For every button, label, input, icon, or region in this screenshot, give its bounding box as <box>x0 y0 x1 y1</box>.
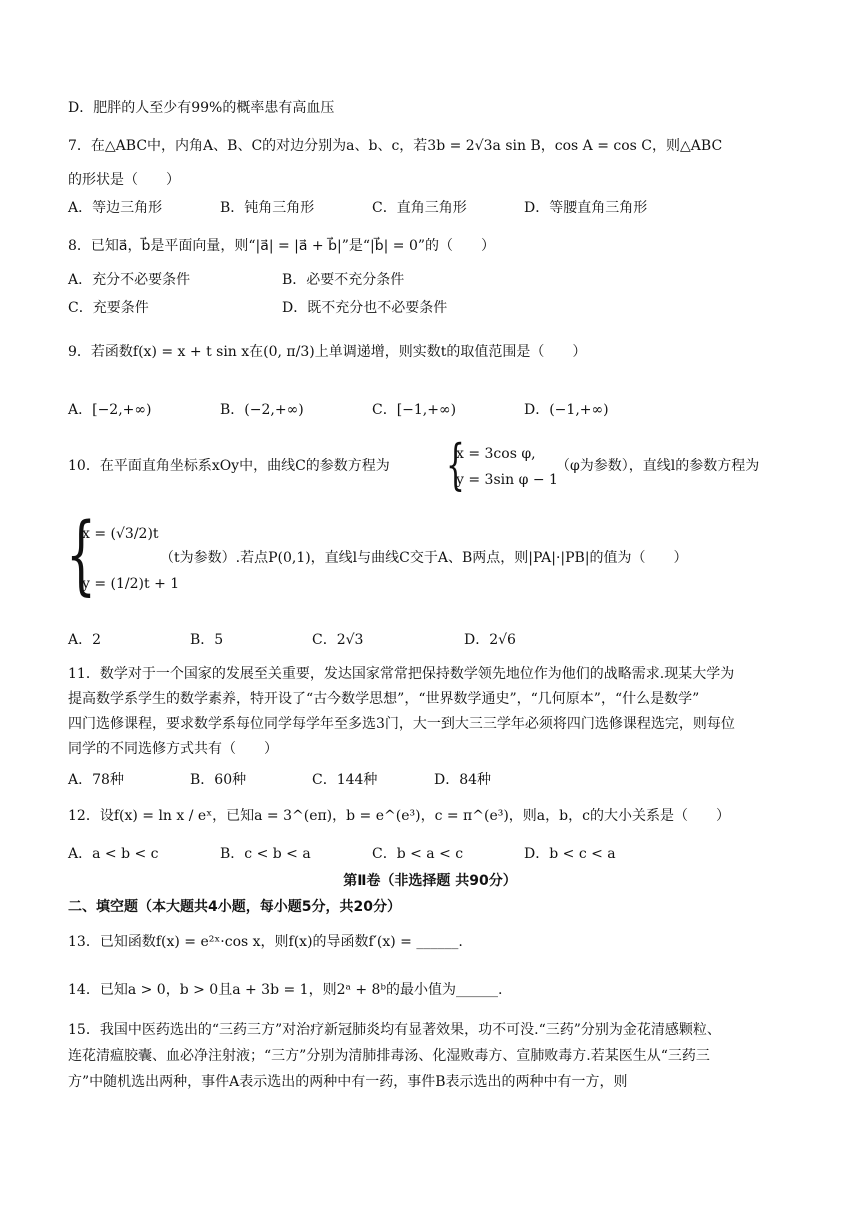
q10-stem-c: （t为参数）.若点P(0,1)，直线l与曲线C交于A、B两点，则|PA|·|PB|的值为（ ） <box>160 550 688 566</box>
q10-option-a: A．2 <box>68 632 102 648</box>
q9-option-a: A．[−2,+∞) <box>68 402 152 418</box>
q11-option-d: D．84种 <box>434 772 492 788</box>
section2-heading: 二、填空题（本大题共4小题，每小题5分，共20分） <box>68 899 401 915</box>
q10-curve-brace: { <box>446 433 465 496</box>
q12-option-d: D．b < c < a <box>524 846 616 862</box>
part2-title: 第Ⅱ卷（非选择题 共90分） <box>343 873 517 889</box>
q12-option-b: B．c < b < a <box>220 846 311 862</box>
q10-stem-b: （φ为参数），直线l的参数方程为 <box>556 458 760 474</box>
q8-option-c: C．充要条件 <box>68 300 149 316</box>
q9-option-b: B．(−2,+∞) <box>220 402 304 418</box>
q14-stem: 14．已知a > 0，b > 0且a + 3b = 1，则2ᵃ + 8ᵇ的最小值为______. <box>68 982 503 998</box>
q10-line-brace: { <box>66 505 97 605</box>
q15-line3: 方”中随机选出两种，事件A表示选出的两种中有一药，事件B表示选出的两种中有一方，则 <box>68 1074 628 1090</box>
q8-stem: 8．已知a⃗，b⃗是平面向量，则“|a⃗| = |a⃗ + b⃗|”是“|b⃗| = 0”的（ ） <box>68 238 496 254</box>
q10-line-y: y = (1/2)t + 1 <box>82 576 180 592</box>
q8-option-b: B．必要不充分条件 <box>282 272 405 288</box>
q7-option-c: C．直角三角形 <box>372 200 467 216</box>
q8-option-a: A．充分不必要条件 <box>68 272 191 288</box>
q10-curve-y: y = 3sin φ − 1 <box>456 472 558 488</box>
q15-line1: 15．我国中医药选出的“三药三方”对治疗新冠肺炎均有显著效果，功不可没.“三药”分别为金花清感颗粒、 <box>68 1022 721 1038</box>
q10-line-x: x = (√3/2)t <box>82 526 159 542</box>
q10-stem-a: 10．在平面直角坐标系xOy中，曲线C的参数方程为 <box>68 458 390 474</box>
q7-stem-line1: 7．在△ABC中，内角A、B、C的对边分别为a、b、c，若3b = 2√3a sin B，cos A = cos C，则△ABC <box>68 138 723 154</box>
q10-curve-x: x = 3cos φ, <box>456 446 536 462</box>
q6-option-d: D．肥胖的人至少有99%的概率患有高血压 <box>68 100 335 116</box>
q11-option-a: A．78种 <box>68 772 124 788</box>
q11-line2: 提高数学系学生的数学素养，特开设了“古今数学思想”，“世界数学通史”，“几何原本”，“什么是数学” <box>68 691 700 707</box>
q12-option-a: A．a < b < c <box>68 846 159 862</box>
q11-line3: 四门选修课程，要求数学系每位同学每学年至多选3门，大一到大三三学年必须将四门选修课程选完，则每位 <box>68 716 735 732</box>
q12-stem: 12．设f(x) = ln x / eˣ，已知a = 3^(eπ)，b = e^(e³)，c = π^(e³)，则a，b，c的大小关系是（ ） <box>68 808 730 824</box>
q11-option-c: C．144种 <box>312 772 378 788</box>
q7-option-d: D．等腰直角三角形 <box>524 200 648 216</box>
q8-option-d: D．既不充分也不必要条件 <box>282 300 448 316</box>
q11-option-b: B．60种 <box>190 772 247 788</box>
q9-option-c: C．[−1,+∞) <box>372 402 457 418</box>
q7-option-b: B．钝角三角形 <box>220 200 315 216</box>
q11-line1: 11．数学对于一个国家的发展至关重要，发达国家常常把保持数学领先地位作为他们的战略需求.现某大学为 <box>68 666 735 682</box>
q11-line4: 同学的不同选修方式共有（ ） <box>68 741 278 757</box>
q15-line2: 连花清瘟胶囊、血必净注射液；“三方”分别为清肺排毒汤、化湿败毒方、宣肺败毒方.若某医生从“三药三 <box>68 1048 710 1064</box>
q10-option-d: D．2√6 <box>464 632 516 648</box>
q7-stem-line2: 的形状是（ ） <box>68 172 180 188</box>
q12-option-c: C．b < a < c <box>372 846 464 862</box>
q9-stem: 9．若函数f(x) = x + t sin x在(0, π/3)上单调递增，则实数t的取值范围是（ ） <box>68 344 587 360</box>
q13-stem: 13．已知函数f(x) = e²ˣ·cos x，则f(x)的导函数f′(x) = ______. <box>68 934 463 950</box>
q10-option-b: B．5 <box>190 632 224 648</box>
q10-option-c: C．2√3 <box>312 632 364 648</box>
q7-option-a: A．等边三角形 <box>68 200 163 216</box>
q9-option-d: D．(−1,+∞) <box>524 402 609 418</box>
